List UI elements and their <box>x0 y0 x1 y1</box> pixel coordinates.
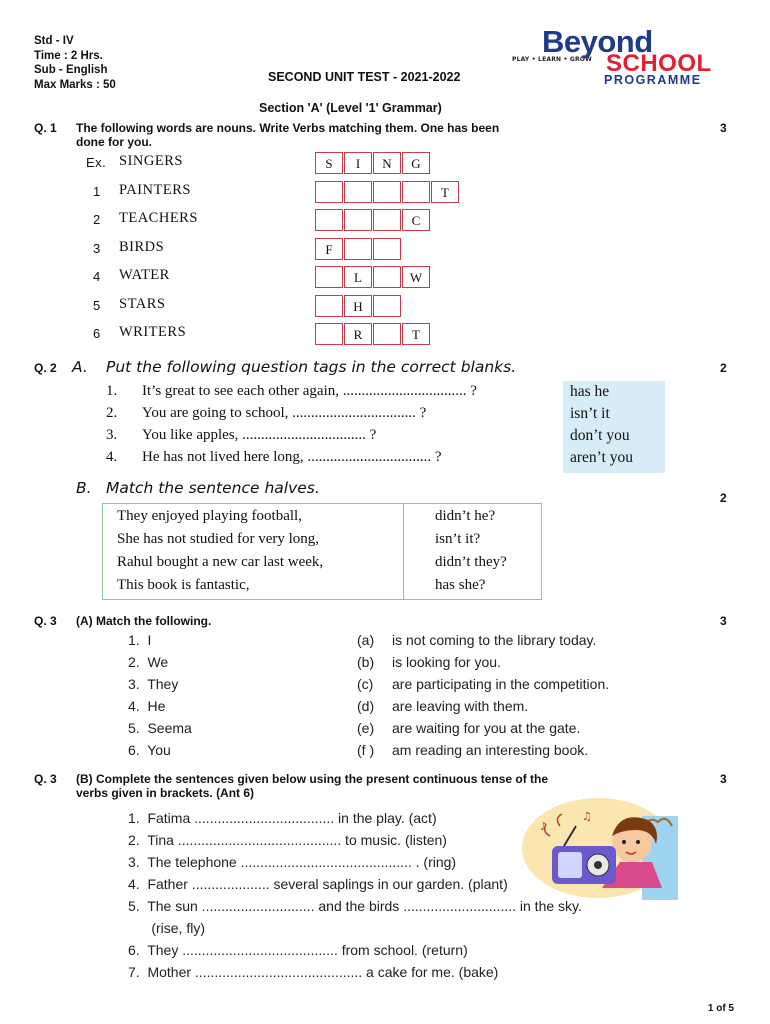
logo-beyond: Beyond <box>542 24 653 59</box>
q3a-right-list <box>392 632 609 764</box>
q1-noun: WRITERS <box>119 324 187 340</box>
logo-tagline: PLAY • LEARN • GROW <box>512 56 592 63</box>
q3b-items <box>128 810 582 986</box>
left-half: She has not studied for very long, <box>117 531 320 547</box>
q3a-number: Q. 3 <box>34 614 57 628</box>
verb-letter-grid <box>315 266 431 288</box>
q1-instruction-line2: done for you. <box>76 135 152 149</box>
right-half: didn’t he? <box>435 508 496 524</box>
std-text: Std - IV <box>34 35 74 47</box>
q1-row-label: 5 <box>93 297 101 313</box>
q3b-sentence: 3. The telephone ............................................ . (ring) <box>128 854 457 870</box>
girl-radio-illustration <box>520 796 680 900</box>
q3a-instruction: (A) Match the following. <box>76 614 212 628</box>
q3b-sentence-cont: (rise, fly) <box>128 920 205 936</box>
q1-instruction-line1: The following words are nouns. Write Verbs matching them. One has been <box>76 121 500 135</box>
q2b-marks: 2 <box>720 491 727 505</box>
q3a-predicate: are participating in the competition. <box>392 676 610 692</box>
letter-cell: H <box>344 295 372 317</box>
blank-letter-cell[interactable] <box>373 323 401 345</box>
letter-cell: R <box>344 323 372 345</box>
q1-noun: STARS <box>119 295 166 312</box>
header-info <box>34 34 116 92</box>
max-marks-text: Max Marks : 50 <box>34 78 116 91</box>
q1-row-label: 6 <box>93 326 101 341</box>
q2a-item: 1. It’s great to see each other again, ................................. ? <box>106 383 477 399</box>
verb-letter-grid <box>315 323 431 345</box>
q3a-subject: 4. He <box>128 698 166 714</box>
q2a-item: 3. You like apples, ................................. ? <box>106 427 377 443</box>
q1-noun: SINGERS <box>119 153 183 169</box>
q3a-predicate: are waiting for you at the gate. <box>392 720 581 736</box>
logo-school: SCHOOL <box>606 50 712 77</box>
q3b-instruction-line1: (B) Complete the sentences given below using the present continuous tense of the <box>76 772 549 786</box>
blank-letter-cell[interactable] <box>373 181 401 203</box>
tag-option: has he <box>570 383 610 400</box>
q3b-sentence: 6. They ........................................ from school. (return) <box>128 942 468 958</box>
q3a-option-label: (a) <box>357 632 375 648</box>
svg-text:♫: ♫ <box>582 810 592 823</box>
q3b-sentence: 2. Tina .......................................... to music. (listen) <box>128 832 447 848</box>
blank-letter-cell[interactable] <box>315 181 343 203</box>
q3b-marks: 3 <box>720 772 727 786</box>
q3a-predicate: am reading an interesting book. <box>392 742 589 758</box>
letter-cell: G <box>402 152 430 174</box>
q1-row-label: Ex. <box>86 155 107 170</box>
q3a-option-label: (b) <box>357 654 375 670</box>
right-half: has she? <box>435 577 486 593</box>
page-number: 1 of 5 <box>707 1003 734 1014</box>
blank-letter-cell[interactable] <box>315 323 343 345</box>
q2a-item: 4. He has not lived here long, ................................. ? <box>106 449 442 465</box>
q3b-sentence: 5. The sun ............................. and the birds ............................. in the sky. <box>128 898 582 914</box>
q3a-option-label: (e) <box>357 720 375 736</box>
letter-cell: S <box>315 152 343 174</box>
q3a-option-label: (f ) <box>357 742 375 758</box>
q3a-predicate: is looking for you. <box>392 654 501 670</box>
verb-letter-grid <box>315 181 460 203</box>
q3a-left-list <box>128 632 192 764</box>
q3a-subject: 1. I <box>128 632 152 648</box>
q3a-subject: 2. We <box>128 654 169 670</box>
q3a-predicate: is not coming to the library today. <box>392 632 597 648</box>
q1-instruction <box>76 121 499 149</box>
school-logo <box>512 24 740 87</box>
q1-row-label: 4 <box>93 269 101 284</box>
q1-noun: TEACHERS <box>119 210 198 226</box>
time-text: Time : 2 Hrs. <box>34 49 103 62</box>
letter-cell: N <box>373 152 401 174</box>
q2-number: Q. 2 <box>34 361 57 375</box>
tag-option: isn’t it <box>570 405 610 422</box>
blank-letter-cell[interactable] <box>344 238 372 260</box>
q2a-marks: 2 <box>720 361 727 375</box>
right-half: didn’t they? <box>435 554 507 570</box>
blank-letter-cell[interactable] <box>373 238 401 260</box>
q1-row-label: 3 <box>93 240 101 256</box>
blank-letter-cell[interactable] <box>344 181 372 203</box>
letter-cell: W <box>402 266 430 288</box>
q2a-item: 2. You are going to school, ................................. ? <box>106 405 427 421</box>
q3a-right-labels <box>357 632 374 764</box>
letter-cell: F <box>315 238 343 260</box>
q3b-sentence: 4. Father .................... several saplings in our garden. (plant) <box>128 876 508 892</box>
tag-option: don’t you <box>570 427 630 444</box>
blank-letter-cell[interactable] <box>373 209 401 231</box>
verb-letter-grid <box>315 238 402 260</box>
letter-cell: L <box>344 266 372 288</box>
q3a-option-label: (c) <box>357 676 374 692</box>
verb-letter-grid <box>315 295 402 317</box>
q2a-label: A. <box>72 358 88 376</box>
letter-cell: I <box>344 152 372 174</box>
blank-letter-cell[interactable] <box>315 295 343 317</box>
left-half: Rahul bought a new car last week, <box>117 554 324 570</box>
q3a-subject: 5. Seema <box>128 720 192 736</box>
q3b-number: Q. 3 <box>34 772 57 786</box>
blank-letter-cell[interactable] <box>315 209 343 231</box>
letter-cell: C <box>402 209 430 231</box>
verb-letter-grid <box>315 152 431 174</box>
q1-row-label: 1 <box>93 183 101 199</box>
blank-letter-cell[interactable] <box>344 209 372 231</box>
q3a-subject: 6. You <box>128 742 171 758</box>
q1-number: Q. 1 <box>34 121 57 135</box>
q3b-instruction <box>76 772 548 800</box>
blank-letter-cell[interactable] <box>402 181 430 203</box>
blank-letter-cell[interactable] <box>373 295 401 317</box>
blank-letter-cell[interactable] <box>315 266 343 288</box>
verb-letter-grid <box>315 209 431 231</box>
q1-noun: BIRDS <box>119 238 165 255</box>
right-half: isn’t it? <box>435 531 481 547</box>
q1-noun: PAINTERS <box>119 181 191 198</box>
q1-noun: WATER <box>119 267 170 283</box>
q3b-sentence: 7. Mother ........................................... a cake for me. (bake) <box>128 964 499 980</box>
q2a-heading: Put the following question tags in the correct blanks. <box>106 358 517 376</box>
q2b-label: B. <box>76 479 92 497</box>
letter-cell: T <box>431 181 459 203</box>
q3a-marks: 3 <box>720 614 727 628</box>
svg-text:♪: ♪ <box>540 820 548 833</box>
page-title: SECOND UNIT TEST - 2021-2022 <box>268 70 461 84</box>
left-half: They enjoyed playing football, <box>117 508 302 524</box>
q3a-option-label: (d) <box>357 698 375 714</box>
question-tags-box <box>563 381 665 473</box>
blank-letter-cell[interactable] <box>373 266 401 288</box>
q3b-sentence: 1. Fatima .................................... in the play. (act) <box>128 810 437 826</box>
tag-option: aren’t you <box>570 449 633 466</box>
match-halves-table <box>102 503 542 600</box>
q3a-predicate: are leaving with them. <box>392 698 529 714</box>
subject-text: Sub - English <box>34 64 108 76</box>
letter-cell: T <box>402 323 430 345</box>
left-half: This book is fantastic, <box>117 577 250 593</box>
q3a-subject: 3. They <box>128 676 179 692</box>
q1-row-label: 2 <box>93 212 101 227</box>
q3b-instruction-line2: verbs given in brackets. (Ant 6) <box>76 786 255 800</box>
logo-programme: PROGRAMME <box>604 73 702 87</box>
q1-marks: 3 <box>720 121 727 135</box>
q2b-heading: Match the sentence halves. <box>106 479 320 497</box>
section-heading: Section 'A' (Level '1' Grammar) <box>259 101 442 115</box>
